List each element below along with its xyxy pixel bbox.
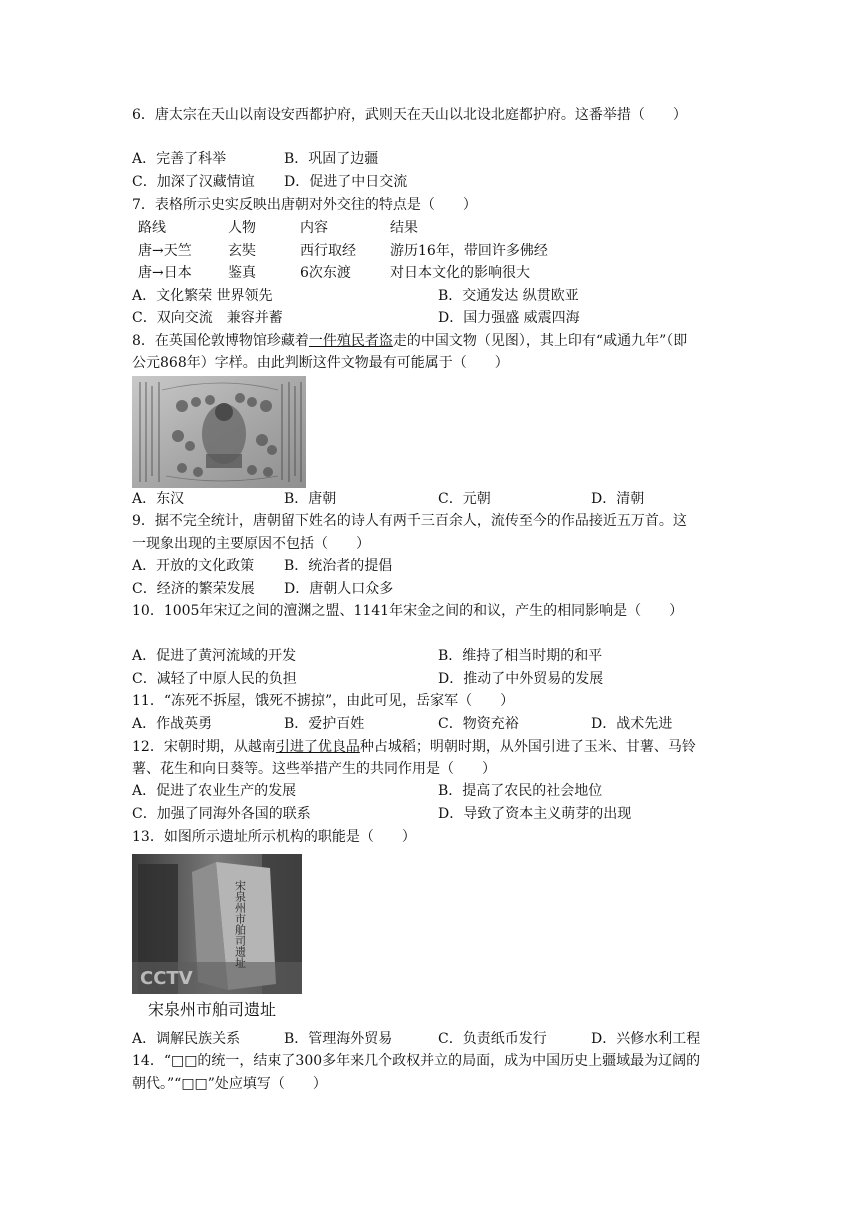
option-b: B．交通发达 纵贯欧亚 (438, 288, 579, 304)
table-header: 内容 (300, 220, 328, 236)
option-b: B．统治者的提倡 (284, 558, 393, 574)
option-b: B．爱护百姓 (284, 716, 365, 732)
question-12-stem-line2: 薯、花生和向日葵等。这些举措产生的共同作用是（ ） (132, 761, 496, 777)
table-header: 路线 (138, 220, 166, 236)
option-a: A．作战英勇 (132, 716, 213, 732)
cctv-watermark: CCTV (140, 968, 193, 989)
stele-photo-illustration (132, 854, 302, 994)
option-c: C．经济的繁荣发展 (132, 581, 255, 597)
underlined-text: 引进了优良品 (275, 739, 360, 755)
table-cell: 唐→天竺 (138, 243, 192, 259)
option-c: C．负责纸币发行 (438, 1031, 547, 1047)
stem-text: 12．宋朝时期，从越南 (132, 739, 276, 755)
option-a: A．调解民族关系 (132, 1031, 241, 1047)
option-a: A．促进了黄河流域的开发 (132, 648, 297, 664)
option-d: D．战术先进 (591, 716, 673, 732)
question-13-stem: 13．如图所示遗址所示机构的职能是（ ） (132, 829, 416, 845)
underlined-text: 一件殖民者盗 (308, 333, 393, 349)
option-d: D．国力强盛 威震四海 (438, 310, 580, 326)
option-c: C．元朝 (438, 491, 491, 507)
buddhist-print-illustration (132, 376, 306, 488)
table-header: 人物 (228, 220, 256, 236)
table-header: 结果 (390, 220, 418, 236)
option-b: B．维持了相当时期的和平 (438, 648, 603, 664)
question-14-stem-line2: 朝代。”“□□”处应填写（ ） (132, 1076, 327, 1092)
option-c: C．双向交流 兼容并蓄 (132, 310, 283, 326)
site-photo (132, 854, 302, 994)
option-b: B．提高了农民的社会地位 (438, 783, 603, 799)
question-9-stem-line2: 一现象出现的主要原因不包括（ ） (132, 536, 370, 552)
question-6-stem: 6．唐太宗在天山以南设安西都护府，武则天在天山以北设北庭都护府。这番举措（ ） (132, 107, 687, 123)
option-a: A．促进了农业生产的发展 (132, 783, 297, 799)
option-d: D．导致了资本主义萌芽的出现 (438, 806, 632, 822)
option-a: A．东汉 (132, 491, 185, 507)
table-cell: 游历16年，带回许多佛经 (390, 243, 548, 259)
option-b: B．巩固了边疆 (284, 151, 379, 167)
question-8-stem-line2: 公元868年）字样。由此判断这件文物最有可能属于（ ） (132, 355, 509, 371)
option-a: A．开放的文化政策 (132, 558, 255, 574)
table-cell: 鉴真 (228, 265, 256, 281)
table-cell: 对日本文化的影响很大 (390, 265, 530, 281)
question-11-stem: 11．“冻死不拆屋，饿死不掳掠”，由此可见，岳家军（ ） (132, 693, 515, 709)
artifact-photo (132, 376, 306, 488)
option-d: D．唐朝人口众多 (284, 581, 394, 597)
question-12-stem (132, 740, 696, 754)
stem-text: 种占城稻；明朝时期，从外国引进了玉米、甘薯、马铃 (359, 739, 696, 755)
option-d: D．推动了中外贸易的发展 (438, 671, 604, 687)
stem-text: 走的中国文物（见图），其上印有“咸通九年”（即 (392, 333, 688, 349)
question-8-stem (132, 334, 687, 348)
table-cell: 西行取经 (300, 243, 356, 259)
option-c: C．加深了汉藏情谊 (132, 174, 255, 190)
table-cell: 6次东渡 (300, 265, 351, 281)
question-7-stem: 7．表格所示史实反映出唐朝对外交往的特点是（ ） (132, 197, 477, 213)
option-a: A．完善了科举 (132, 151, 227, 167)
table-cell: 玄奘 (228, 243, 256, 259)
table-cell: 唐→日本 (138, 265, 192, 281)
option-b: B．唐朝 (284, 491, 337, 507)
option-c: C．物资充裕 (438, 716, 519, 732)
option-d: D．兴修水利工程 (591, 1031, 701, 1047)
option-b: B．管理海外贸易 (284, 1031, 393, 1047)
option-d: D．促进了中日交流 (284, 174, 408, 190)
option-c: C．加强了同海外各国的联系 (132, 806, 311, 822)
question-14-stem: 14．“□□的统一，结束了300多年来几个政权并立的局面，成为中国历史上疆域最为辽阔的 (132, 1053, 701, 1069)
option-a: A．文化繁荣 世界领先 (132, 288, 273, 304)
question-10-stem: 10．1005年宋辽之间的澶渊之盟、1141年宋金之间的和议，产生的相同影响是（ ） (132, 603, 684, 619)
option-c: C．减轻了中原人民的负担 (132, 671, 297, 687)
stele-inscription: 宋泉州市舶司遗址 (233, 880, 247, 968)
photo-caption: 宋泉州市舶司遗址 (148, 1000, 277, 1019)
question-9-stem: 9．据不完全统计，唐朝留下姓名的诗人有两千三百余人，流传至今的作品接近五万首。这 (132, 513, 687, 529)
option-d: D．清朝 (591, 491, 645, 507)
stem-text: 8．在英国伦敦博物馆珍藏着 (132, 333, 309, 349)
